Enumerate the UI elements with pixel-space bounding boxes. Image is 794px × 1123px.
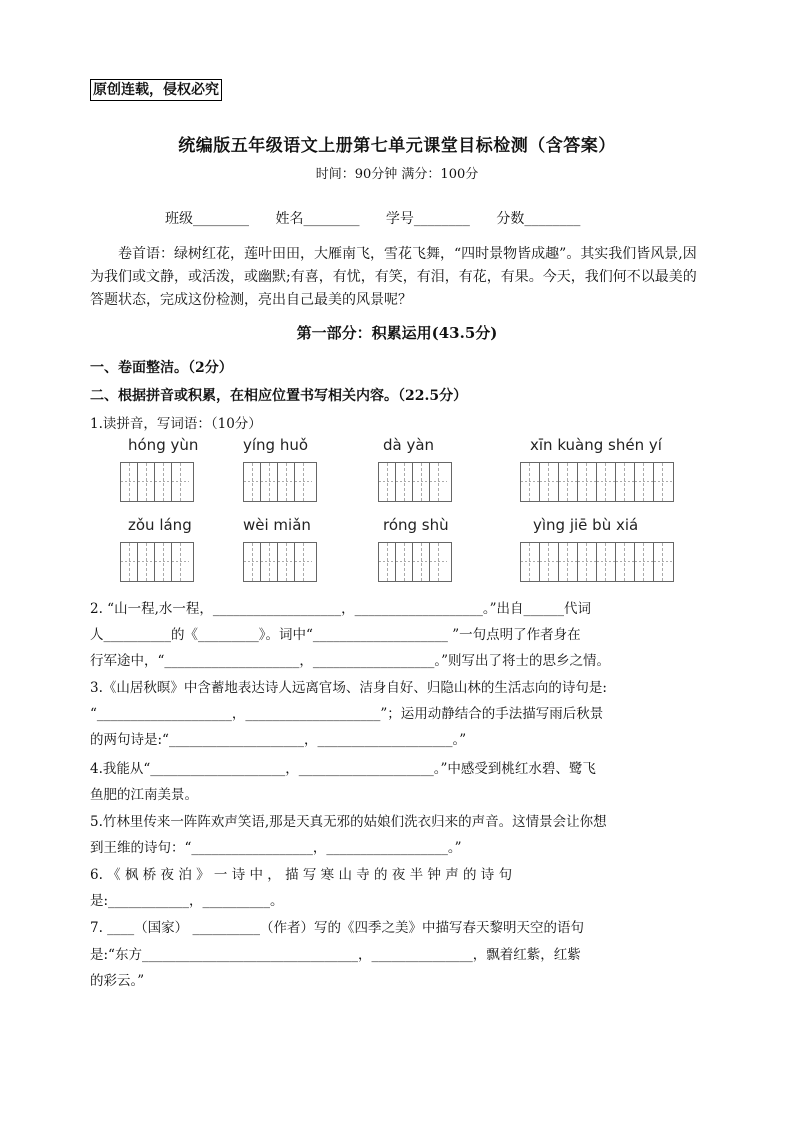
question-line: 4.我能从“____________________，____________________。”中感受到桃红水碧、鹭飞 [90, 761, 596, 777]
question-line: 7. ____（国家） __________（作者）写的《四季之美》中描写春天黎明天空的语句 [90, 920, 584, 936]
question-line: 是:____________，__________。 [90, 893, 284, 909]
question-line: 3.《山居秋暝》中含蓄地表达诗人远离官场、洁身自好、归隐山林的生活志向的诗句是: [90, 680, 607, 696]
name-field[interactable]: 姓名________ [275, 211, 360, 227]
question-line: 的两句诗是:“____________________，____________________。” [90, 732, 467, 748]
answer-grid[interactable] [120, 462, 194, 502]
section-two-heading: 二、根据拼音或积累，在相应位置书写相关内容。（22.5分） [90, 388, 468, 404]
page-title: 统编版五年级语文上册第七单元课堂目标检测（含答案） [178, 136, 616, 156]
answer-grid[interactable] [378, 462, 452, 502]
question-line: 2. “山一程,水一程，___________________，___________________。”出自______代词 [90, 601, 592, 617]
student-id-field[interactable]: 学号________ [385, 211, 470, 227]
student-info-fields [165, 208, 602, 228]
intro-paragraph: 卷首语：绿树红花，莲叶田田，大雁南飞，雪花飞舞，“四时景物皆成趣”。其实我们皆风景,因为我们或文静，或活泼，或幽默;有喜，有忧，有笑，有泪，有花，有果。今天，我们何不以最美的答题状态，完成这份检测，亮出自己最美的风景呢？ [90, 246, 697, 308]
question-line: “____________________，____________________”；运用动静结合的手法描写雨后秋景 [90, 706, 604, 722]
section-one-heading: 一、卷面整洁。（2分） [90, 360, 233, 376]
pinyin-label: xīn kuàng shén yí [530, 436, 662, 454]
score-field[interactable]: 分数________ [496, 211, 581, 227]
answer-grid[interactable] [520, 462, 674, 502]
answer-grid[interactable] [243, 542, 317, 582]
question-line: 鱼肥的江南美景。 [90, 787, 198, 803]
pinyin-label: yíng huǒ [243, 436, 309, 454]
pinyin-label: zǒu láng [128, 516, 192, 534]
answer-grid[interactable] [378, 542, 452, 582]
answer-grid[interactable] [520, 542, 674, 582]
question-1-prompt: 1.读拼音，写词语：（10分） [90, 416, 262, 432]
question-line: 的彩云。” [90, 973, 145, 989]
pinyin-label: róng shù [383, 516, 449, 534]
pinyin-label: wèi miǎn [243, 516, 311, 534]
answer-grid[interactable] [120, 542, 194, 582]
question-line: 人__________的《_________》。词中“____________________ ”一句点明了作者身在 [90, 627, 581, 643]
answer-grid[interactable] [243, 462, 317, 502]
pinyin-label: dà yàn [383, 436, 435, 454]
class-field[interactable]: 班级________ [165, 211, 249, 227]
question-line: 6. 《 枫 桥 夜 泊 》 一 诗 中 ， 描 写 寒 山 寺 的 夜 半 钟 声 的 诗 句 [90, 867, 513, 883]
question-line: 行军途中，“____________________，__________________。”则写出了将士的思乡之情。 [90, 653, 611, 669]
exam-meta: 时间：90分钟 满分：100分 [315, 167, 479, 182]
pinyin-label: yìng jiē bù xiá [533, 516, 639, 534]
pinyin-label: hóng yùn [128, 436, 199, 454]
question-line: 到王维的诗句：“__________________，__________________。” [90, 840, 462, 856]
copyright-notice: 原创连载，侵权必究 [90, 79, 222, 101]
part-one-heading: 第一部分：积累运用(43.5分) [296, 324, 498, 342]
question-line: 5.竹林里传来一阵阵欢声笑语,那是天真无邪的姑娘们洗衣归来的声音。这情景会让你想 [90, 814, 607, 830]
question-line: 是:“东方________________________________，_______________，飘着红紫，红紫 [90, 947, 581, 963]
